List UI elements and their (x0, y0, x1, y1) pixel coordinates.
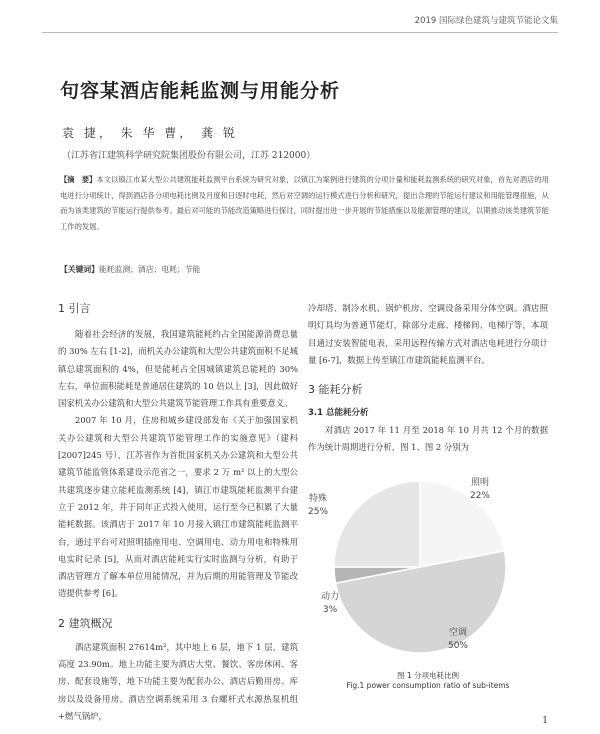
slice-label-3: 特殊 (308, 493, 328, 504)
figure-caption: 图 1 分项电耗比例 (396, 670, 460, 680)
authors: 袁 捷， 朱 华 曹， 龚 锐 (62, 126, 238, 140)
slice-label-1: 空调 (448, 627, 468, 638)
section-heading-intro: 1 引言 (58, 302, 91, 315)
abstract (60, 172, 550, 234)
slice-value-1: 50% (447, 640, 469, 651)
intro-paragraph-1: 随着社会经济的发展，我国建筑能耗约占全国能源消费总量的 30% 左右 [1-2]，而机关办公建筑和大型公共建筑面积不足城镇总建筑面积的 4%，但是能耗占全国城镇建筑总能耗的 30% 左右，单位面积能耗是普通居住建筑的 10 倍以上 [3]，因此做好国家机关办公建筑和大型公共建筑节能管理工作具有重要意义。 (58, 329, 298, 409)
page-number: 1 (542, 716, 548, 726)
right-column (308, 300, 548, 690)
affiliation: （江苏省江建筑科学研究院集团股份有限公司，江苏 212000） (62, 151, 316, 161)
pie-slice-3 (334, 481, 420, 567)
slice-label-0: 照明 (470, 477, 490, 488)
slice-value-3: 25% (308, 506, 329, 517)
paper-title: 句容某酒店能耗监测与用能分析 (60, 80, 341, 102)
left-column (58, 300, 298, 725)
slice-value-2: 3% (322, 604, 338, 615)
running-head: 2019 国际绿色建筑与建筑节能论文集 (414, 16, 558, 26)
header-rule (42, 32, 558, 33)
keywords-label: 【关键词】 (60, 265, 99, 274)
section-heading-analysis: 3 能耗分析 (308, 383, 363, 397)
figure-caption-english: Fig.1 power consumption ratio of sub-items (346, 680, 510, 690)
keywords-text: 能耗监测；酒店；电耗；节能 (98, 265, 201, 274)
slice-value-0: 22% (469, 490, 491, 501)
pie-chart (308, 463, 548, 668)
keywords (60, 264, 200, 275)
intro-paragraph-2: 2007 年 10 月，住房和城乡建设部发布《关于加强国家机关办公建筑和大型公共建筑节能管理工作的实施意见》（建科 [2007]245 号），江苏省作为首批国家机关办公建筑和大型公共建筑节能监管体系建设示范省之一，要求 2 万 m² 以上的大型公共建筑逐步建立能耗监测系统 [4]，镇江市建筑能耗监测平台建立于 2012 年，并于同年正式投入使用，运行至今已积累了大量能耗数据。该酒店于 2017 年 10 月接入镇江市建筑能耗监测平台，通过平台可对照明插座用电、空调用电、动力用电和特殊用电实时记录 [5]，从而对酒店能耗实行实时监测与分析，有助于酒店管理方了解本单位用能情况，并为后期的用能管理及节能改造提供参考 [6]。 (58, 415, 298, 599)
section-heading-overview: 2 建筑概况 (58, 616, 113, 630)
analysis-paragraph: 对酒店 2017 年 11 月至 2018 年 10 月共 12 个月的数据作为统计周期进行分析，图 1、图 2 分别为 (308, 425, 548, 453)
overview-paragraph: 酒店建筑面积 27614m²，其中地上 6 层，地下 1 层，建筑高度 23.90m。地上功能主要为酒店大堂、餐饮、客房休闲、客房、配套设施等，地下功能主要为配套办公、酒店后勤用房、库房以及设备用房。酒店空调系统采用 3 台螺杆式水源热泵机组+燃气锅炉， (58, 641, 298, 721)
continued-paragraph: 冷却塔、制冷水机、锅炉机房、空调设备采用分体空调。酒店照明灯具均为普通节能灯，除部分走廊、楼梯间、电梯厅等，本项目通过安装智能电表，采用远程传输方式对酒店电耗进行分项计量 [6-7]，数据上传至镇江市建筑能耗监测平台。 (308, 303, 548, 365)
abstract-text: 本文以镇江市某大型公共建筑能耗监测平台系统为研究对象，以镇江为案例进行建筑的分项计量和能耗监测系统的研究对象，首先对酒店的用电进行分项统计，得到酒店各分项电耗比例及月度和日逐时电耗，然后对空调的运行模式进行分析和研究，提出合理的节能运行建议和用能管理措施，从而为该类建筑的节能运行提供参考。最后对可能的节能改造策略进行探讨，同时提出进一步开展的节能措施以及能源管理的建议，以期推动该类建筑节能工作的发展。 (60, 175, 549, 231)
slice-label-2: 动力 (320, 591, 340, 602)
abstract-label: 【摘 要】 (60, 175, 97, 184)
subsection-heading: 3.1 总能耗分析 (308, 408, 369, 419)
